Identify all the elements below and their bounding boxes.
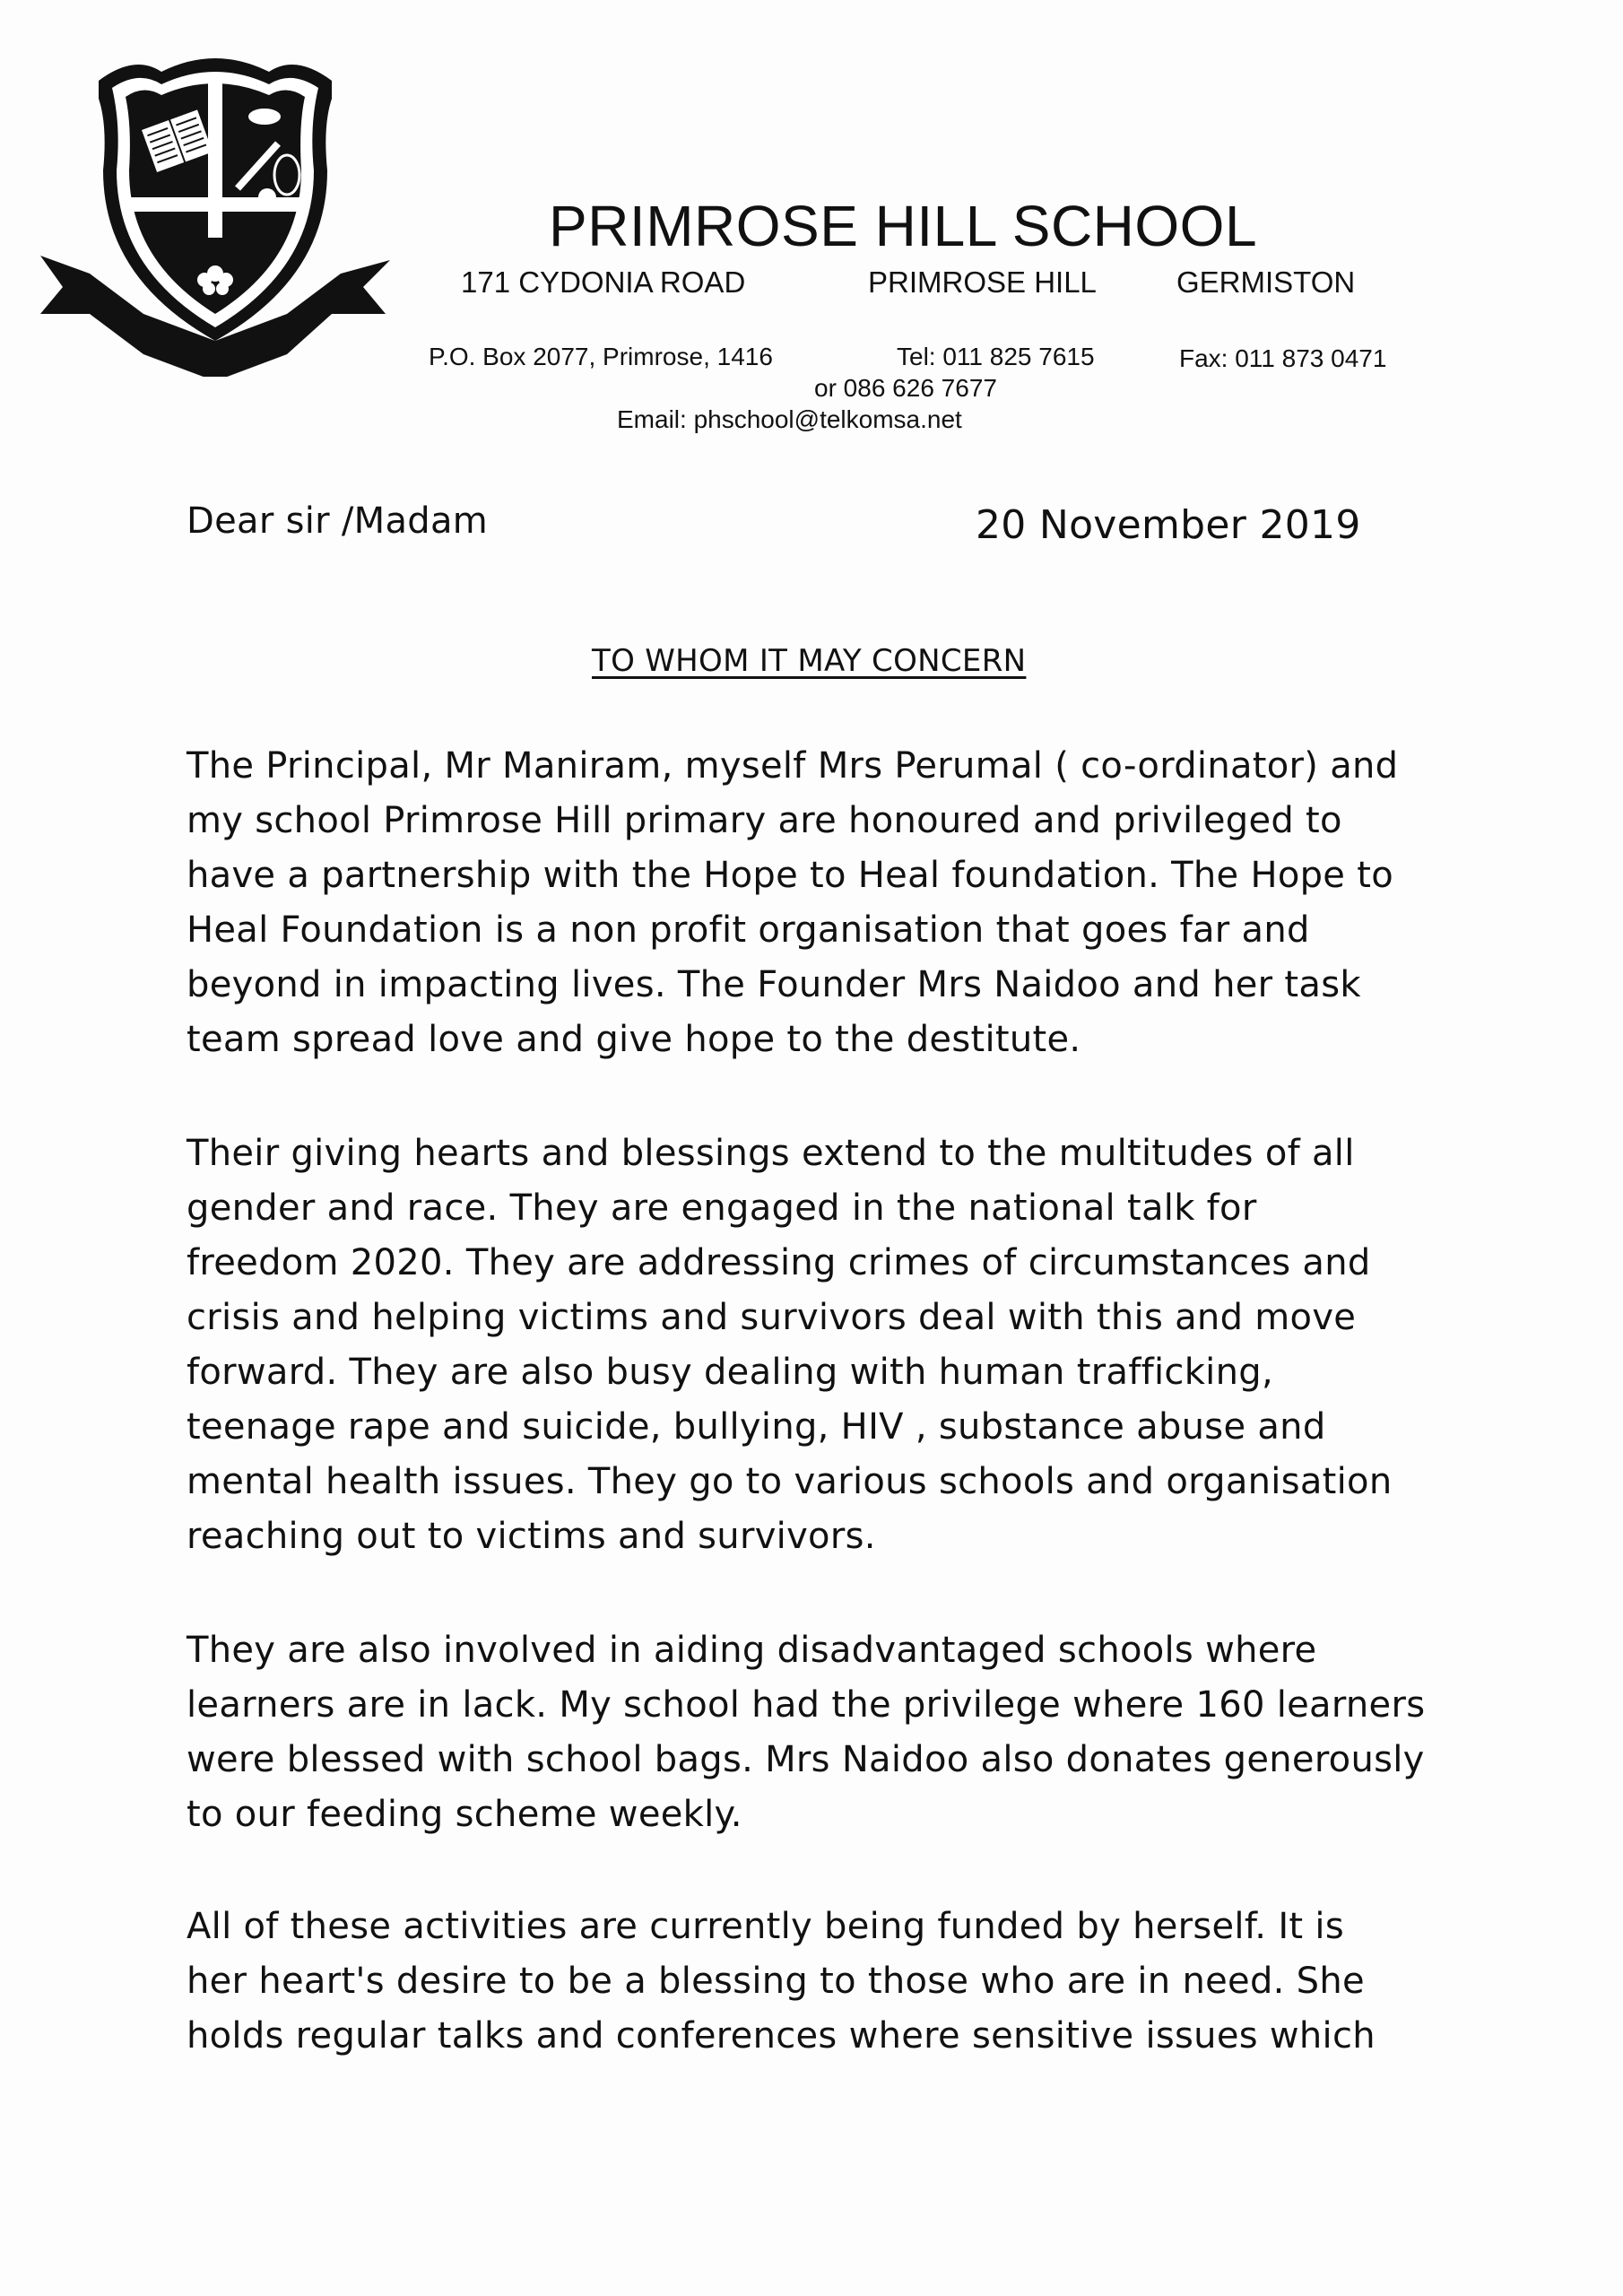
- paragraph-1: [187, 739, 1460, 1067]
- address-street: 171 CYDONIA ROAD: [461, 265, 746, 299]
- email: Email: phschool@telkomsa.net: [617, 405, 962, 433]
- telephone: Tel: 011 825 7615: [897, 343, 1095, 370]
- school-crest-icon: [36, 45, 395, 377]
- address-suburb: PRIMROSE HILL: [868, 265, 1097, 299]
- text-line: freedom 2020. They are addressing crimes of circumstances and: [187, 1242, 1371, 1283]
- letter-date: 20 November 2019: [976, 502, 1361, 548]
- text-line: They are also involved in aiding disadvantaged schools where: [187, 1630, 1317, 1671]
- text-line: Their giving hearts and blessings extend to the multitudes of all: [187, 1133, 1355, 1174]
- text-line: All of these activities are currently being funded by herself. It is: [187, 1906, 1344, 1947]
- text-line: have a partnership with the Hope to Heal foundation. The Hope to: [187, 855, 1393, 896]
- text-line: The Principal, Mr Maniram, myself Mrs Perumal ( co-ordinator) and: [187, 745, 1399, 787]
- text-line: were blessed with school bags. Mrs Naidoo also donates generously: [187, 1739, 1425, 1780]
- text-line: to our feeding scheme weekly.: [187, 1794, 742, 1835]
- text-line: learners are in lack. My school had the privilege where 160 learners: [187, 1684, 1426, 1726]
- po-box: P.O. Box 2077, Primrose, 1416: [429, 343, 773, 370]
- text-line: crisis and helping victims and survivors deal with this and move: [187, 1297, 1357, 1338]
- letter-subject: TO WHOM IT MAY CONCERN: [592, 643, 1027, 679]
- text-line: beyond in impacting lives. The Founder Mrs Naidoo and her task: [187, 964, 1361, 1005]
- text-line: Heal Foundation is a non profit organisation that goes far and: [187, 909, 1310, 951]
- paragraph-4: [187, 1900, 1460, 2064]
- paragraph-2: [187, 1126, 1460, 1564]
- school-name: PRIMROSE HILL SCHOOL: [549, 194, 1258, 258]
- greeting: Dear sir /Madam: [187, 500, 489, 542]
- text-line: team spread love and give hope to the destitute.: [187, 1019, 1081, 1060]
- text-line: mental health issues. They go to various schools and organisation: [187, 1461, 1393, 1502]
- text-line: reaching out to victims and survivors.: [187, 1516, 876, 1557]
- text-line: gender and race. They are engaged in the national talk for: [187, 1187, 1257, 1229]
- telephone-alt: or 086 626 7677: [814, 374, 997, 402]
- address-city: GERMISTON: [1176, 265, 1356, 299]
- text-line: her heart's desire to be a blessing to those who are in need. She: [187, 1961, 1365, 2002]
- text-line: holds regular talks and conferences where sensitive issues which: [187, 2015, 1376, 2057]
- paragraph-3: [187, 1623, 1460, 1842]
- fax: Fax: 011 873 0471: [1179, 344, 1387, 372]
- text-line: forward. They are also busy dealing with human trafficking,: [187, 1352, 1273, 1393]
- text-line: my school Primrose Hill primary are honoured and privileged to: [187, 800, 1342, 841]
- text-line: teenage rape and suicide, bullying, HIV , substance abuse and: [187, 1406, 1326, 1448]
